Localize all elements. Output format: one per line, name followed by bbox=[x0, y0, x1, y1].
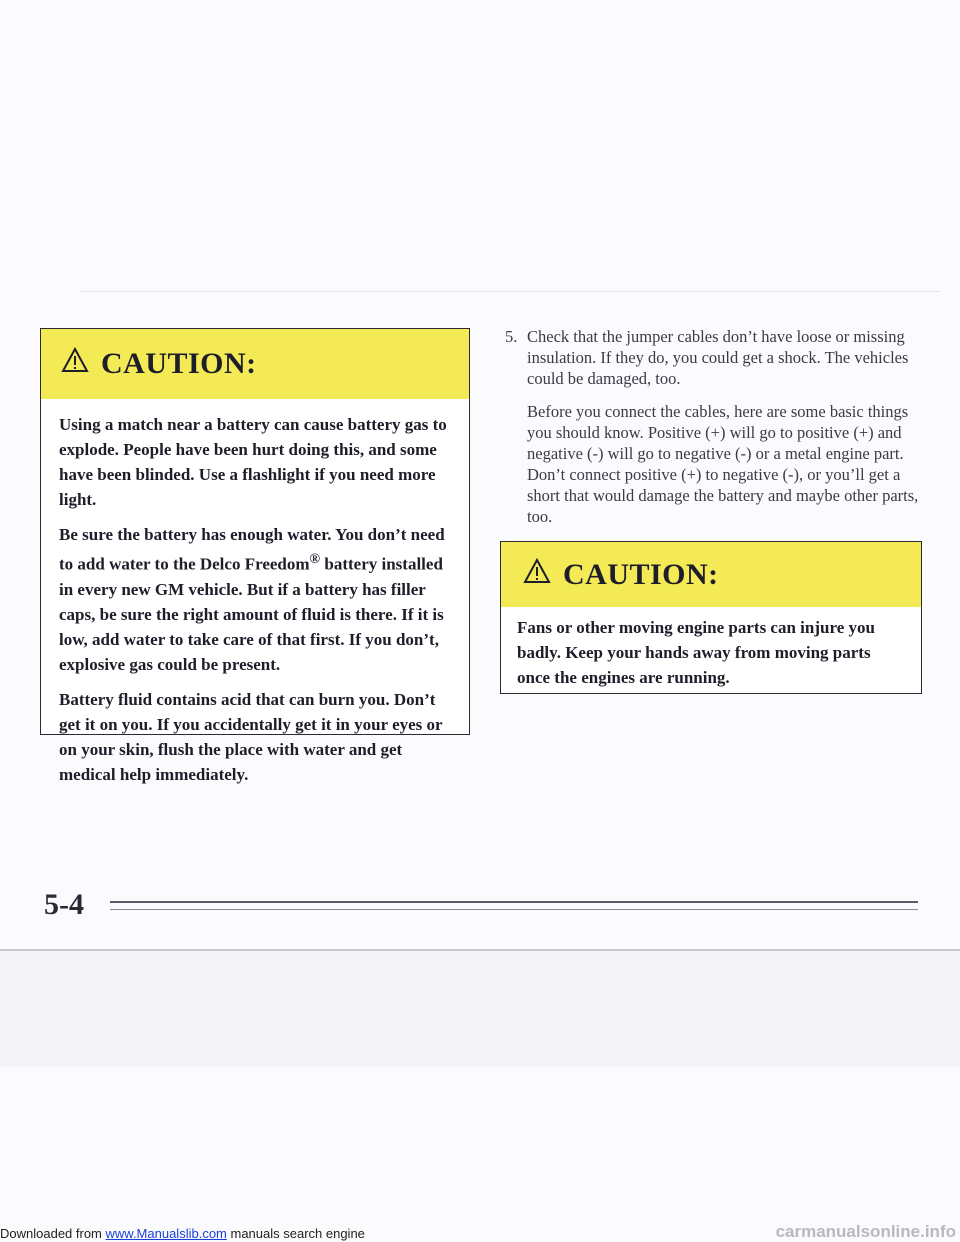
manualslib-link[interactable]: www.Manualslib.com bbox=[105, 1226, 227, 1241]
banner-prefix: Downloaded from bbox=[0, 1226, 106, 1241]
warning-triangle-icon bbox=[61, 347, 89, 381]
step-text: Check that the jumper cables don’t have loose or missing insulation. If they do, you could get a shock. The vehicles could be damaged, too. bbox=[527, 327, 909, 388]
caution-title: CAUTION: bbox=[563, 557, 719, 591]
download-banner bbox=[0, 1226, 365, 1241]
caution-paragraph: Using a match near a battery can cause battery gas to explode. People have been hurt doing this, and some have been blinded. Use a flashlight if you need more light. bbox=[59, 415, 447, 509]
step-5 bbox=[505, 326, 932, 539]
caution-paragraph: Fans or other moving engine parts can injure you badly. Keep your hands away from moving parts once the engines are running. bbox=[517, 618, 875, 687]
top-divider bbox=[80, 291, 940, 292]
watermark: carmanualsonline.info bbox=[775, 1222, 956, 1241]
caution-box-fans bbox=[500, 541, 922, 694]
caution-body bbox=[41, 399, 469, 787]
caution-box-battery bbox=[40, 328, 470, 784]
water-text: Be sure the battery has enough water. You don’t need to add water to the Delco Freedom bbox=[59, 525, 445, 574]
caution-header bbox=[501, 542, 921, 607]
caution-header bbox=[41, 329, 469, 399]
caution-body bbox=[501, 607, 921, 690]
step-followup: Before you connect the cables, here are some basic things you should know. Positive (+) will go to positive (+) and negative (-) will go to negative (-) or a metal engine part. Don’t connect positive (+) to negative (-), or you’ll get a short that would damage the battery and maybe other parts, too. bbox=[527, 402, 919, 526]
step-number: 5. bbox=[505, 327, 518, 346]
caution-paragraph-water bbox=[59, 522, 453, 677]
water-text-end: battery bbox=[320, 554, 378, 574]
caution-title: CAUTION: bbox=[101, 347, 257, 380]
footer-rule bbox=[110, 901, 918, 903]
caution-paragraph: Battery fluid contains acid that can burn you. Don’t get it on you. If you accidentally get it in your eyes or on your skin, flush the place with water and get medical help immediately. bbox=[59, 689, 443, 784]
warning-triangle-icon bbox=[523, 558, 551, 592]
banner-suffix: manuals search engine bbox=[226, 1226, 365, 1241]
registered-mark: ® bbox=[309, 551, 321, 567]
footer-rule-thin bbox=[110, 909, 918, 910]
water-text-cont: installed in every new GM vehicle. But if a battery has filler caps, be sure the right amount of fluid is there. If it is low, add water to take care of that first. If you don’t, explosive gas could be present. bbox=[59, 554, 444, 674]
page-number: 5-4 bbox=[44, 888, 84, 921]
scan-band bbox=[0, 951, 960, 1067]
